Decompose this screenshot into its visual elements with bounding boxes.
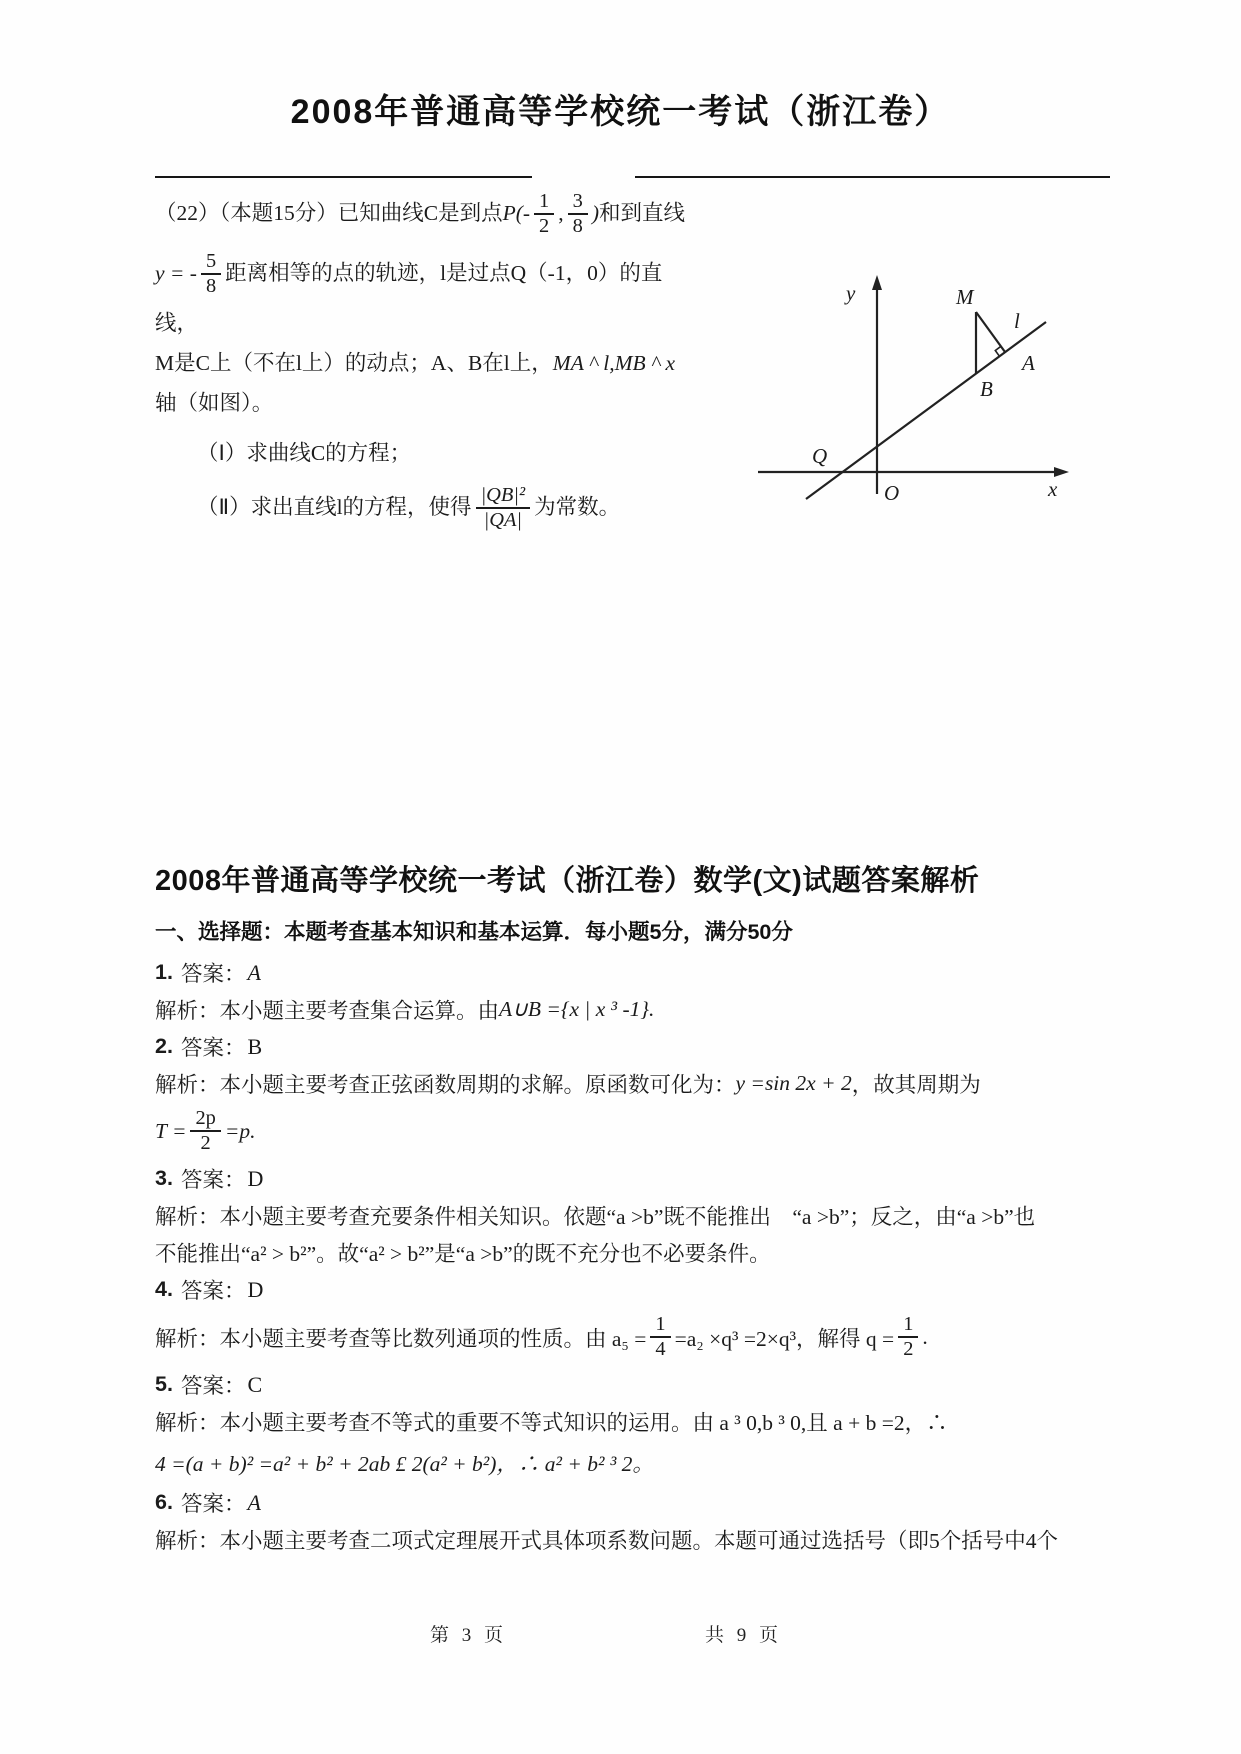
answer-4-number: 4. xyxy=(155,1277,173,1301)
answer-5-explanation-line1 xyxy=(155,1403,1105,1440)
fraction-2p-2: $\frac{2p}{2}$ xyxy=(190,1107,220,1155)
answer-1-exp-math: A∪B ={x | x ³ -1}. xyxy=(499,997,655,1021)
answer-3-explanation-line2 xyxy=(155,1234,1105,1271)
problem-22 xyxy=(155,184,695,538)
answer-2-explanation xyxy=(155,1065,1105,1102)
answer-6 xyxy=(155,1484,1105,1521)
comma: , xyxy=(558,201,564,226)
answer-1-number: 1. xyxy=(155,960,173,984)
fraction-3-8: $\frac{3}{8}$ xyxy=(568,190,588,238)
answer-3-explanation-line1 xyxy=(155,1197,1105,1234)
answer-3-exp-text2: 不能推出“a² > b²”。故“a² > b²”是“a >b”的既不充分也不必要条件。 xyxy=(155,1242,771,1266)
label-line-l: l xyxy=(1014,309,1020,333)
answer-5-value: C xyxy=(247,1371,263,1397)
answer-1-label: 答案： xyxy=(180,962,246,986)
answer-6-number: 6. xyxy=(155,1490,173,1514)
answer-4-exp-text2: =a₂ ×q³ =2×q³，解得 q = xyxy=(674,1326,895,1351)
geometry-figure xyxy=(688,242,1080,508)
answer-1 xyxy=(155,954,1105,991)
fraction-qb-qa: $\frac{\text{|QB|²}}{|QA|}$ xyxy=(476,484,531,532)
problem-line-4 xyxy=(155,344,695,384)
exam-title: 2008年普通高等学校统一考试（浙江卷） xyxy=(290,93,951,131)
answer-5-exp-text1: 解析：本小题主要考查不等式的重要不等式知识的运用。由 a ³ 0,b ³ 0,且 a + b =2，∴ xyxy=(155,1411,948,1435)
x-axis-arrow xyxy=(1054,467,1069,477)
question-2 xyxy=(155,478,695,538)
answer-1-value: A xyxy=(247,959,261,985)
choice-section-heading: 一、选择题：本题考查基本知识和基本运算．每小题5分，满分50分 xyxy=(155,920,793,944)
answer-4-value: D xyxy=(247,1276,264,1302)
problem-line-3 xyxy=(155,304,695,344)
answer-2-value: B xyxy=(247,1033,263,1059)
answers-title: 2008年普通高等学校统一考试（浙江卷）数学(文)试题答案解析 xyxy=(155,865,980,897)
answer-2 xyxy=(155,1028,1105,1065)
problem-line-2-text: 距离相等的点的轨迹，l是过点Q（-1，0）的直 xyxy=(225,261,663,286)
answer-3-label: 答案： xyxy=(180,1168,246,1192)
period-lhs: T = xyxy=(155,1118,187,1143)
perpendicular-relations: MA ^ l,MB ^ x xyxy=(552,351,676,376)
label-point-m: M xyxy=(956,285,974,309)
answer-1-exp-text: 解析：本小题主要考查集合运算。由 xyxy=(155,999,500,1023)
answer-2-exp-math: y =sin 2x + 2 xyxy=(735,1071,852,1095)
answer-6-explanation xyxy=(155,1521,1105,1558)
question-1 xyxy=(155,434,695,474)
answer-4-exp-period: . xyxy=(922,1324,928,1349)
fraction-1-2: $\frac{1}{2}$ xyxy=(534,190,554,238)
answer-5-explanation-line2 xyxy=(155,1440,1105,1484)
answer-5-number: 5. xyxy=(155,1372,173,1396)
answer-5 xyxy=(155,1366,1105,1403)
period-rhs: =p. xyxy=(224,1118,256,1143)
problem-line-3-text: 线， xyxy=(155,311,199,336)
footer-total-pages: 共 9 页 xyxy=(705,1625,783,1646)
answers-section xyxy=(155,858,1105,1558)
header-rule-right xyxy=(635,176,1110,178)
question-2-text: （Ⅱ）求出直线l的方程，使得 xyxy=(197,495,472,520)
answer-5-label: 答案： xyxy=(180,1374,246,1398)
problem-line-5 xyxy=(155,384,695,424)
answer-2-number: 2. xyxy=(155,1034,173,1058)
label-point-a: A xyxy=(1022,351,1035,375)
answer-4-explanation xyxy=(155,1308,1105,1366)
problem-line-2 xyxy=(155,244,695,304)
answer-2-period-formula xyxy=(155,1102,1105,1160)
fraction-1-4: $\frac{1}{4}$ xyxy=(650,1313,670,1361)
y-axis-arrow xyxy=(872,275,882,290)
equation-y: y = - xyxy=(155,261,197,286)
answer-6-value: A xyxy=(247,1489,261,1515)
point-p-open: P(- xyxy=(502,201,531,226)
answer-3-exp-text1: 解析：本小题主要考查充要条件相关知识。依题“a >b”既不能推出 “a >b”；反之，由“a >b”也 xyxy=(155,1205,1036,1229)
answer-4-exp-text1: 解析：本小题主要考查等比数列通项的性质。由 a₅ = xyxy=(155,1326,647,1351)
answer-6-label: 答案： xyxy=(180,1492,246,1516)
answer-2-exp-tail: ，故其周期为 xyxy=(851,1073,981,1097)
answer-4 xyxy=(155,1271,1105,1308)
answer-4-label: 答案： xyxy=(180,1279,246,1303)
answer-2-label: 答案： xyxy=(180,1036,246,1060)
header-rule-left xyxy=(155,176,532,178)
point-p-close: ) xyxy=(591,201,599,226)
answer-3-value: D xyxy=(247,1165,264,1191)
problem-line-4-text: M是C上（不在l上）的动点；A、B在l上， xyxy=(155,351,553,376)
question-1-text: （Ⅰ）求曲线C的方程； xyxy=(197,441,412,466)
answer-5-exp-text2: 4 =(a + b)² =a² + b² + 2ab £ 2(a² + b²)，∴ a² + b² ³ 2。 xyxy=(155,1451,654,1476)
fraction-1-2b: $\frac{1}{2}$ xyxy=(898,1313,918,1361)
label-x-axis: x xyxy=(1048,477,1058,501)
label-origin: O xyxy=(884,481,900,505)
question-2-tail: 为常数。 xyxy=(534,495,621,520)
label-point-q: Q xyxy=(812,444,828,468)
answer-1-explanation xyxy=(155,991,1105,1028)
label-y-axis: y xyxy=(846,281,856,305)
problem-line-1-tail: 和到直线 xyxy=(599,201,686,226)
answer-3 xyxy=(155,1160,1105,1197)
problem-line-1-text: （22）（本题15分）已知曲线C是到点 xyxy=(155,201,503,226)
answer-6-exp-text: 解析：本小题主要考查二项式定理展开式具体项系数问题。本题可通过选括号（即5个括号中4个 xyxy=(155,1529,1059,1553)
problem-line-5-text: 轴（如图）。 xyxy=(155,391,274,416)
answer-3-number: 3. xyxy=(155,1166,173,1190)
footer-page-number: 第 3 页 xyxy=(430,1625,508,1646)
fraction-5-8: $\frac{5}{8}$ xyxy=(201,250,221,298)
answer-2-exp-text: 解析：本小题主要考查正弦函数周期的求解。原函数可化为： xyxy=(155,1073,736,1097)
label-point-b: B xyxy=(980,377,993,401)
problem-line-1 xyxy=(155,184,695,244)
